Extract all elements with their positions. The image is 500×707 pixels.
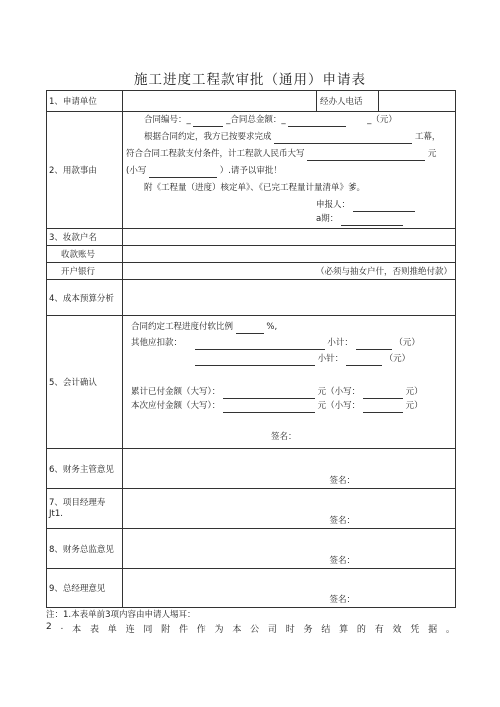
project-manager-label-line2: Jt1. (49, 508, 63, 519)
amount-small-line (126, 165, 452, 178)
project-manager-label-line1: 7、项目经理寿 (49, 497, 106, 508)
finance-supervisor-label: 6、财务主管意见 (47, 449, 123, 489)
paid-small-field[interactable] (363, 389, 403, 399)
note-2-char: 算 (339, 625, 349, 635)
date-field[interactable] (341, 216, 403, 226)
application-form-table (46, 90, 456, 608)
row-bank (47, 263, 456, 280)
completion-text-end: 工幕， (414, 132, 441, 142)
ratio-line (131, 321, 452, 334)
note-2-char: 的 (356, 625, 366, 635)
purpose-content (123, 112, 456, 229)
row-finance-supervisor (47, 449, 456, 489)
note-2-char: 连 (125, 625, 135, 635)
budget-field[interactable] (123, 280, 456, 316)
paid-upper-field[interactable] (223, 389, 315, 399)
note-2-char: 为 (214, 625, 224, 635)
row-budget (47, 280, 456, 316)
project-manager-label (47, 489, 123, 529)
note-2-char: . (60, 622, 64, 632)
row-account (47, 246, 456, 263)
note-2-char: 单 (107, 625, 117, 635)
form-title: 施工进度工程款审批（通用）申请表 (134, 72, 366, 88)
note-2 (46, 622, 455, 635)
subtotal1-field[interactable] (356, 340, 392, 350)
account-field[interactable] (123, 246, 456, 263)
due-label: 本次应付金额（大写）： (131, 401, 221, 411)
payee-name-field[interactable] (123, 229, 456, 246)
deduct-line (131, 337, 452, 350)
payee-name-label: 3、妆款户名 (47, 229, 123, 246)
ratio-field[interactable] (236, 324, 264, 334)
amount-small-field[interactable] (149, 168, 217, 178)
paid-line (131, 386, 452, 399)
handler-phone-field[interactable] (379, 91, 456, 112)
amount-small-label: (小写 (126, 166, 147, 176)
ratio-label: 合同约定工程进度付软比例 (131, 322, 234, 332)
budget-label: 4、成本预算分析 (47, 280, 123, 316)
approval-request-text: ）.请予以审批！ (219, 166, 282, 176)
applicant-sign-field[interactable] (353, 202, 415, 212)
due-small-label: 元（小写： (317, 401, 361, 411)
note-2-char: 附 (161, 625, 171, 635)
amount-text: 符合合同工程款支付条件，计工程款人民币大写 (126, 149, 305, 159)
due-upper-field[interactable] (223, 403, 315, 413)
row-project-manager (47, 489, 456, 529)
paid-label: 累计已付金额（大写）： (131, 387, 221, 397)
purpose-label: 2、用款事由 (47, 112, 123, 229)
amount-upper-field[interactable] (307, 151, 425, 161)
row-general-manager (47, 569, 456, 608)
note-2-char: 表 (89, 625, 99, 635)
completion-line (126, 131, 452, 144)
bank-label: 开户银行 (47, 263, 123, 280)
deduct-field[interactable] (195, 340, 325, 350)
due-small-field[interactable] (363, 403, 403, 413)
date-label: a期： (316, 214, 339, 224)
note-2-char: 司 (267, 625, 277, 635)
note-2-char: 公 (250, 625, 260, 635)
row-purpose (47, 112, 456, 229)
note-2-char: 同 (143, 625, 153, 635)
note-2-char: 凭 (410, 625, 420, 635)
note-2-char: 本 (72, 625, 82, 635)
due-line (131, 400, 452, 413)
subtotal2-field[interactable] (346, 356, 382, 366)
paid-small-label: 元（小写： (317, 387, 361, 397)
applicant-field[interactable] (123, 91, 317, 112)
finance-director-sign[interactable]: 签名： (123, 529, 456, 569)
contract-unit: _（元） (367, 115, 397, 125)
contract-total-label: _合同总金额：_ (226, 115, 286, 125)
deduct-line-2 (131, 353, 452, 366)
account-label: 收款账号 (47, 246, 123, 263)
row-finance-director (47, 529, 456, 569)
amount-line (126, 148, 452, 161)
handler-phone-label: 经办人电话 (317, 91, 379, 112)
contract-no-label: 合同编号：_ (144, 115, 191, 125)
finance-supervisor-sign[interactable]: 签名： (123, 449, 456, 489)
ratio-unit: %, (266, 322, 278, 332)
deduct-field-2[interactable] (195, 356, 315, 366)
general-manager-label: 9、总经理意见 (47, 569, 123, 608)
applicant-sign-line (126, 199, 452, 212)
note-2-char: 作 (196, 625, 206, 635)
note-2-char: 结 (321, 625, 331, 635)
amount-unit: 元 (427, 149, 437, 159)
contract-no-field[interactable] (193, 117, 223, 127)
note-2-char: 本 (232, 625, 242, 635)
applicant-sign-label: 申报人： (316, 200, 351, 210)
note-2-char: 务 (303, 625, 313, 635)
accounting-sign: 签名： (271, 432, 297, 442)
note-2-char: 。 (445, 625, 455, 635)
completion-text: 根据合同约定，我方已按要求完成 (144, 132, 272, 142)
note-1: 注：1.本表单前3项内容由申请人埸耳： (46, 610, 196, 620)
accounting-content (123, 316, 456, 449)
general-manager-sign[interactable]: 签名： (123, 569, 456, 608)
paid-unit: 元） (405, 387, 423, 397)
project-manager-sign[interactable]: 签名： (123, 489, 456, 529)
applicant-label: 1、申请单位 (47, 91, 123, 112)
subtotal1-label: 小计： (327, 338, 353, 348)
bank-note: （必须与抽女户什，否则推绝付款） (123, 263, 456, 280)
subtotal1-unit: （元） (394, 338, 420, 348)
note-2-char: 件 (178, 625, 188, 635)
attachment-note: 附《工程量（进度）核定单》、《已完工程量计量清单》爹。 (144, 183, 366, 193)
row-accounting (47, 316, 456, 449)
contract-line (126, 114, 452, 127)
note-2-char: 时 (285, 625, 295, 635)
deduct-label: 其他应扣款： (131, 338, 183, 348)
finance-director-label: 8、财务总监意见 (47, 529, 123, 569)
row-payee-name (47, 229, 456, 246)
subtotal2-unit: （元） (384, 354, 411, 364)
note-2-char: 据 (428, 625, 438, 635)
completed-work-field[interactable] (274, 134, 412, 144)
subtotal2-label: 小针： (317, 354, 344, 364)
contract-total-field[interactable] (288, 117, 346, 127)
note-2-char: 效 (392, 625, 402, 635)
accounting-label: 5、会计确认 (47, 316, 123, 449)
due-unit: 元） (405, 401, 423, 411)
note-2-char: 2 (46, 622, 52, 632)
note-2-char: 有 (374, 625, 384, 635)
date-line (126, 213, 452, 226)
row-applicant (47, 91, 456, 112)
